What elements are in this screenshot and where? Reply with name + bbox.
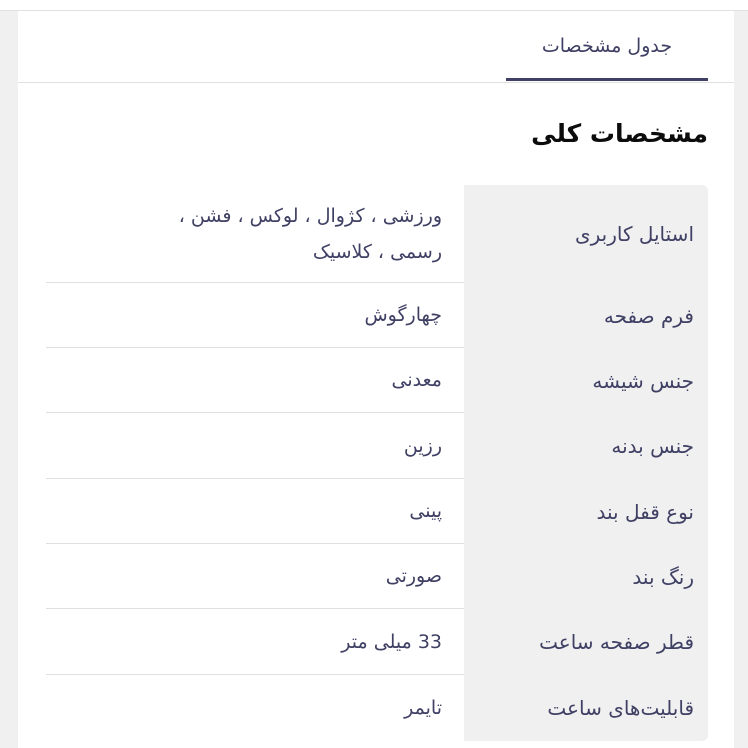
spec-value: چهارگوش (46, 283, 464, 348)
spec-row-dial-shape (46, 283, 708, 348)
section-title: مشخصات کلی (531, 119, 708, 148)
spec-value: پینی (46, 479, 464, 544)
spec-value: 33 میلی متر (46, 609, 464, 675)
spec-row-strap-color (46, 544, 708, 609)
spec-label: استایل کاربری (464, 185, 708, 283)
spec-table (46, 185, 708, 741)
spec-label: جنس شیشه (464, 348, 708, 413)
spec-label: فرم صفحه (464, 283, 708, 348)
spec-value-text: ورزشی ، کژوال ، لوکس ، فشن ، رسمی ، کلاسیک (178, 204, 442, 263)
spec-row-watch-features (46, 675, 708, 741)
tab-specifications[interactable]: جدول مشخصات (506, 11, 708, 81)
spec-label: نوع قفل بند (464, 479, 708, 544)
spec-label: رنگ بند (464, 544, 708, 609)
spec-row-clasp-type (46, 479, 708, 544)
spec-label: قطر صفحه ساعت (464, 609, 708, 675)
spec-value: رزین (46, 413, 464, 479)
spec-row-glass-material (46, 348, 708, 413)
spec-value: صورتی (46, 544, 464, 609)
spec-row-usage-style (46, 185, 708, 283)
specifications-card (18, 11, 734, 748)
spec-row-body-material (46, 413, 708, 479)
spec-row-dial-diameter (46, 609, 708, 675)
tab-bar (18, 11, 734, 83)
spec-value (46, 185, 464, 283)
spec-label: قابلیت‌های ساعت (464, 675, 708, 741)
spec-label: جنس بدنه (464, 413, 708, 479)
spec-value: معدنی (46, 348, 464, 413)
spec-value: تایمر (404, 697, 442, 719)
top-strip (0, 0, 748, 11)
